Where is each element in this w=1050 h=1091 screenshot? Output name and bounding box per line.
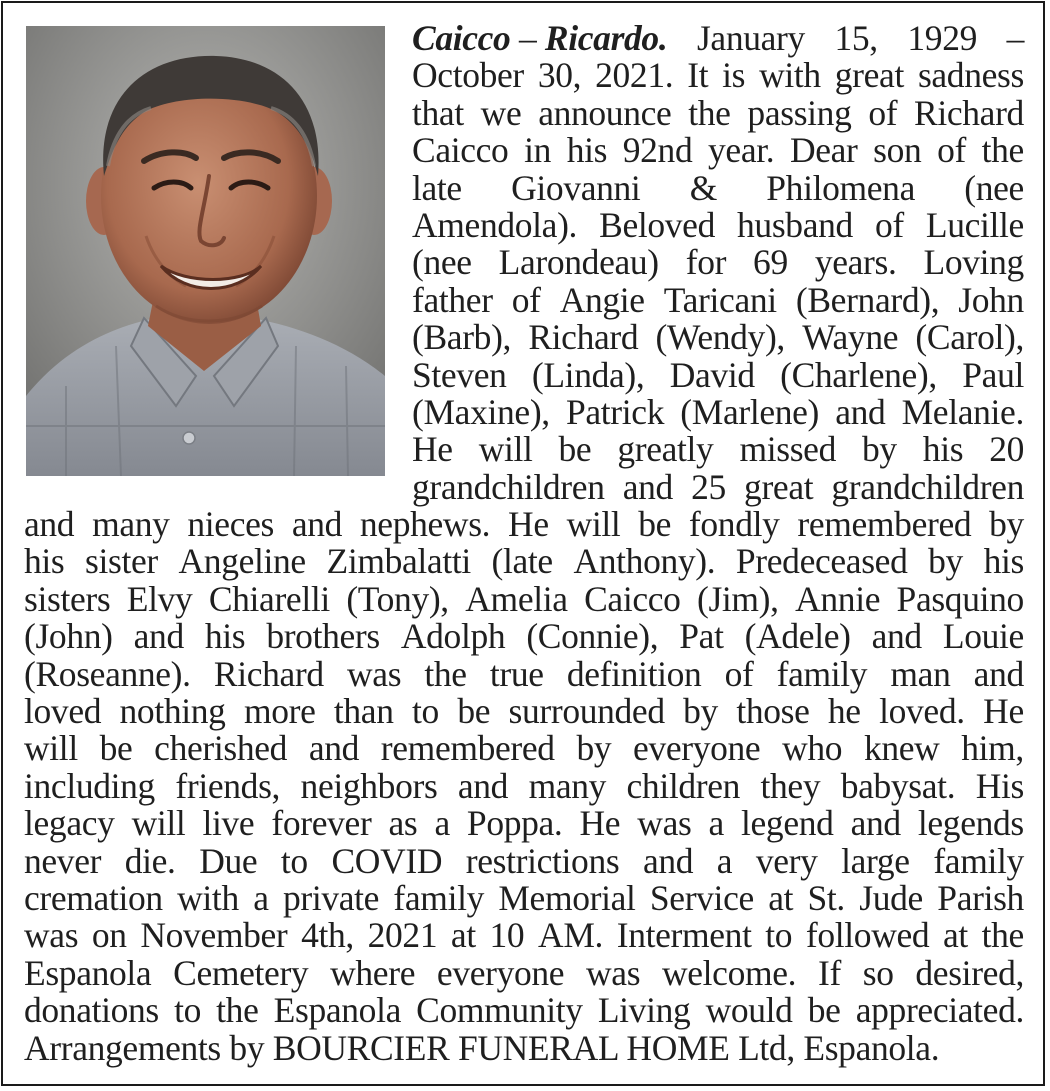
word: (nee [412, 242, 472, 283]
word: including [24, 765, 155, 806]
obituary-text [24, 20, 1024, 1067]
word: babysat. [840, 765, 956, 806]
word: Anthony). [573, 541, 716, 582]
word: 92nd [622, 130, 693, 171]
text-line [412, 279, 1024, 320]
word: very [755, 840, 818, 881]
word: Espanola [273, 990, 401, 1031]
word: remembered [797, 504, 972, 545]
word: Amendola). [412, 204, 578, 245]
word: (John) [24, 616, 113, 657]
word: man [890, 653, 951, 694]
word: by [989, 504, 1024, 545]
word: Caicco [584, 578, 681, 619]
text-line [24, 765, 1024, 806]
word: (Barb), [412, 317, 512, 358]
word: forever [271, 803, 372, 844]
word: a [708, 803, 724, 844]
word: Lucille [925, 204, 1024, 245]
word: husband [737, 204, 853, 245]
word: Annie [795, 578, 881, 619]
word: Poppa. [466, 803, 563, 844]
word: to [765, 915, 793, 956]
text-line [412, 204, 1024, 245]
word: of [868, 92, 898, 133]
word: and [291, 504, 343, 545]
word: Patrick [565, 391, 665, 432]
word: father [412, 279, 493, 320]
word: we [480, 92, 522, 133]
word: legend [741, 803, 834, 844]
word: October [412, 55, 524, 96]
word: by [576, 728, 612, 769]
word: Larondeau) [498, 242, 659, 283]
text-line [24, 877, 1024, 918]
word: Caicco [412, 130, 509, 171]
word: in [524, 130, 552, 171]
word: brothers [266, 616, 380, 657]
word: many [92, 504, 170, 545]
word: He [579, 803, 621, 844]
word: 2021. [595, 55, 674, 96]
word: Beloved [599, 204, 715, 245]
word: legends [917, 803, 1024, 844]
word: his [566, 130, 608, 171]
word: his [922, 429, 964, 470]
word: Jude [859, 877, 923, 918]
word: (Tony), [346, 578, 449, 619]
word: Richard [914, 92, 1024, 133]
word: 69 [753, 242, 788, 283]
word: that [412, 92, 464, 133]
word: greatly [617, 429, 714, 470]
word: and [622, 466, 673, 507]
word: so [862, 952, 894, 993]
word: David [669, 354, 755, 395]
word: (Charlene), [780, 354, 937, 395]
word: Dear [789, 130, 858, 171]
word: was [347, 653, 402, 694]
word: Richard [213, 653, 324, 694]
text-line [24, 543, 1024, 580]
word: restrictions [465, 840, 620, 881]
word: desired, [915, 952, 1024, 993]
word: family [776, 653, 868, 694]
word: knew [863, 728, 940, 769]
word: followed [805, 915, 930, 956]
word: and [457, 765, 509, 806]
word: Zimbalatti [326, 541, 471, 582]
word: (Marlene) [680, 391, 820, 432]
word: son [873, 130, 922, 171]
word: years. [814, 242, 897, 283]
word: (Adele) [744, 616, 851, 657]
word: a [253, 877, 269, 918]
word: will [566, 504, 621, 545]
word: nothing [119, 691, 226, 732]
word: 2021 [367, 915, 438, 956]
word: private [282, 877, 380, 918]
word: the [216, 990, 259, 1031]
word: be [807, 990, 841, 1031]
word: of [874, 204, 904, 245]
word: (Roseanne). [24, 653, 191, 694]
word: children [626, 765, 741, 806]
word: appreciated. [855, 990, 1024, 1031]
word: of [724, 653, 754, 694]
word: and [133, 616, 184, 657]
word: welcome. [661, 952, 797, 993]
word: surrounded [508, 691, 665, 732]
word: Pasquino [896, 578, 1024, 619]
word: was [586, 952, 641, 993]
word: his [983, 541, 1024, 582]
word: 15, [834, 18, 878, 58]
word: Service [649, 877, 754, 918]
text-line [24, 578, 1024, 619]
word: by [861, 429, 897, 470]
word: Amelia [465, 578, 568, 619]
text-line [412, 20, 1024, 57]
word: Wayne [802, 317, 899, 358]
word: die. [124, 840, 176, 881]
word: (Wendy), [655, 317, 785, 358]
word: of [511, 279, 541, 320]
text-line [412, 244, 1024, 281]
word: at [943, 915, 968, 956]
word: cherished [154, 728, 288, 769]
word: the [688, 92, 731, 133]
word: Parish [937, 877, 1024, 918]
word: large [841, 840, 910, 881]
word: He [983, 691, 1024, 732]
word: never [24, 840, 102, 881]
word: Taricani [663, 279, 777, 320]
word: and [835, 391, 886, 432]
text-line [412, 167, 1024, 208]
text-line [24, 840, 1024, 881]
word: St. [807, 877, 845, 918]
word: be [99, 728, 133, 769]
text-line [24, 730, 1024, 767]
word: 4th, [301, 915, 354, 956]
word: nieces [187, 504, 274, 545]
word: year. [708, 130, 775, 171]
funeral-home-line: Arrangements by BOURCIER FUNERAL HOME Ltd, Espanola. [24, 1027, 940, 1068]
word: by [928, 541, 963, 582]
word: Living [597, 990, 691, 1031]
word: Adolph [400, 616, 506, 657]
word: great [744, 466, 814, 507]
word: Philomena [766, 167, 915, 208]
text-line [412, 391, 1024, 432]
word: remembered [380, 728, 555, 769]
word: His [975, 765, 1024, 806]
word: everyone [436, 952, 565, 993]
word: and [973, 653, 1024, 694]
word: November [140, 915, 288, 956]
word: Angeline [178, 541, 306, 582]
word: and [24, 504, 75, 545]
word: nephews. [359, 504, 491, 545]
word: to [174, 990, 201, 1031]
word: Giovanni [511, 167, 641, 208]
word: He [508, 504, 549, 545]
text-line [412, 92, 1024, 133]
word: grandchildren [412, 466, 605, 507]
word: with [759, 55, 821, 96]
word: Interment [616, 915, 752, 956]
word: Angie [559, 279, 645, 320]
text-line [412, 319, 1024, 356]
word: a [434, 803, 450, 844]
word: announce [538, 92, 672, 133]
word: will [24, 728, 78, 769]
word: with [177, 877, 239, 918]
word: who [782, 728, 843, 769]
word: 10 [489, 915, 525, 956]
word: 25 [691, 466, 726, 507]
text-line [24, 917, 1024, 954]
word: to [280, 840, 308, 881]
word: at [768, 877, 794, 918]
word: legacy [24, 803, 115, 844]
word: Cemetery [173, 952, 309, 993]
word: Richard [528, 317, 639, 358]
word: (Carol), [915, 317, 1024, 358]
word: more [243, 691, 316, 732]
word: was [637, 803, 692, 844]
text-line [412, 431, 1024, 468]
word: Louie [942, 616, 1024, 657]
word: to [412, 691, 439, 732]
word: would [705, 990, 793, 1031]
word: and [308, 728, 360, 769]
word: was [24, 915, 79, 956]
deceased-name: Caicco – Ricardo. [412, 18, 668, 58]
word: his [204, 616, 246, 657]
word: live [202, 803, 255, 844]
word: where [330, 952, 416, 993]
word: family [393, 877, 484, 918]
text-line [24, 618, 1024, 655]
word: by [683, 691, 718, 732]
word: missed [739, 429, 836, 470]
word: will [478, 429, 533, 470]
word: 1929 [907, 18, 977, 58]
word: sadness [917, 55, 1024, 96]
word: be [558, 429, 592, 470]
word: Pat [679, 616, 724, 657]
word: (Linda), [531, 354, 645, 395]
word: (Connie), [526, 616, 659, 657]
word: It [687, 55, 709, 96]
word: Espanola [24, 952, 152, 993]
word: be [457, 691, 491, 732]
word: John [958, 279, 1024, 320]
word: those [736, 691, 810, 732]
word: Community [416, 990, 583, 1031]
word: loved [24, 691, 102, 732]
word: 20 [989, 429, 1024, 470]
word: friends, [175, 765, 281, 806]
word: AM. [538, 915, 604, 956]
word: (nee [964, 167, 1024, 208]
word: COVID [331, 840, 443, 881]
word: and [871, 616, 922, 657]
word: the [981, 915, 1024, 956]
word: the [424, 653, 467, 694]
word: Melanie. [901, 391, 1024, 432]
word: they [760, 765, 821, 806]
word: Predeceased [735, 541, 908, 582]
word: on [91, 915, 127, 956]
word: (Bernard), [795, 279, 940, 320]
word: donations [24, 990, 159, 1031]
word: Paul [962, 354, 1024, 395]
word: the [981, 130, 1024, 171]
word: and [850, 803, 901, 844]
word: – [1006, 18, 1024, 58]
word: be [638, 504, 672, 545]
word: 30, [537, 55, 582, 96]
text-line [24, 693, 1024, 730]
word: passing [747, 92, 852, 133]
word: true [489, 653, 544, 694]
word: (Jim), [696, 578, 779, 619]
word: at [450, 915, 476, 956]
word: & [689, 167, 717, 208]
word: loved. [879, 691, 965, 732]
word: grandchildren [831, 466, 1024, 507]
word: Steven [412, 354, 507, 395]
word: definition [566, 653, 702, 694]
text-line [412, 57, 1024, 94]
word: Due [199, 840, 258, 881]
word: for [685, 242, 727, 283]
word: (late [491, 541, 553, 582]
word: January [696, 18, 805, 58]
word: will [131, 803, 186, 844]
word: him, [961, 728, 1024, 769]
word: Loving [923, 242, 1024, 283]
word: he [827, 691, 861, 732]
text-line [412, 132, 1024, 169]
text-line [412, 466, 1024, 507]
word: than [333, 691, 394, 732]
word: fondly [688, 504, 780, 545]
word: Elvy [126, 578, 193, 619]
text-line [24, 506, 1024, 543]
word: sister [85, 541, 158, 582]
word: (Maxine), [412, 391, 550, 432]
word: Chiarelli [208, 578, 330, 619]
word: his [24, 541, 65, 582]
word: of [937, 130, 966, 171]
text-line [24, 805, 1024, 842]
text-line [412, 354, 1024, 395]
word: as [388, 803, 418, 844]
word: and [642, 840, 694, 881]
word: neighbors [300, 765, 438, 806]
word: He [412, 429, 453, 470]
word: great [834, 55, 904, 96]
text-line [24, 992, 1024, 1029]
word: If [817, 952, 841, 993]
word: Memorial [498, 877, 636, 918]
word: everyone [633, 728, 761, 769]
word: family [933, 840, 1024, 881]
text-line [24, 653, 1024, 694]
word: sisters [24, 578, 111, 619]
word: is [722, 55, 746, 96]
word: cremation [24, 877, 163, 918]
word: late [412, 167, 462, 208]
text-line [24, 952, 1024, 993]
word: many [528, 765, 607, 806]
word: a [716, 840, 733, 881]
